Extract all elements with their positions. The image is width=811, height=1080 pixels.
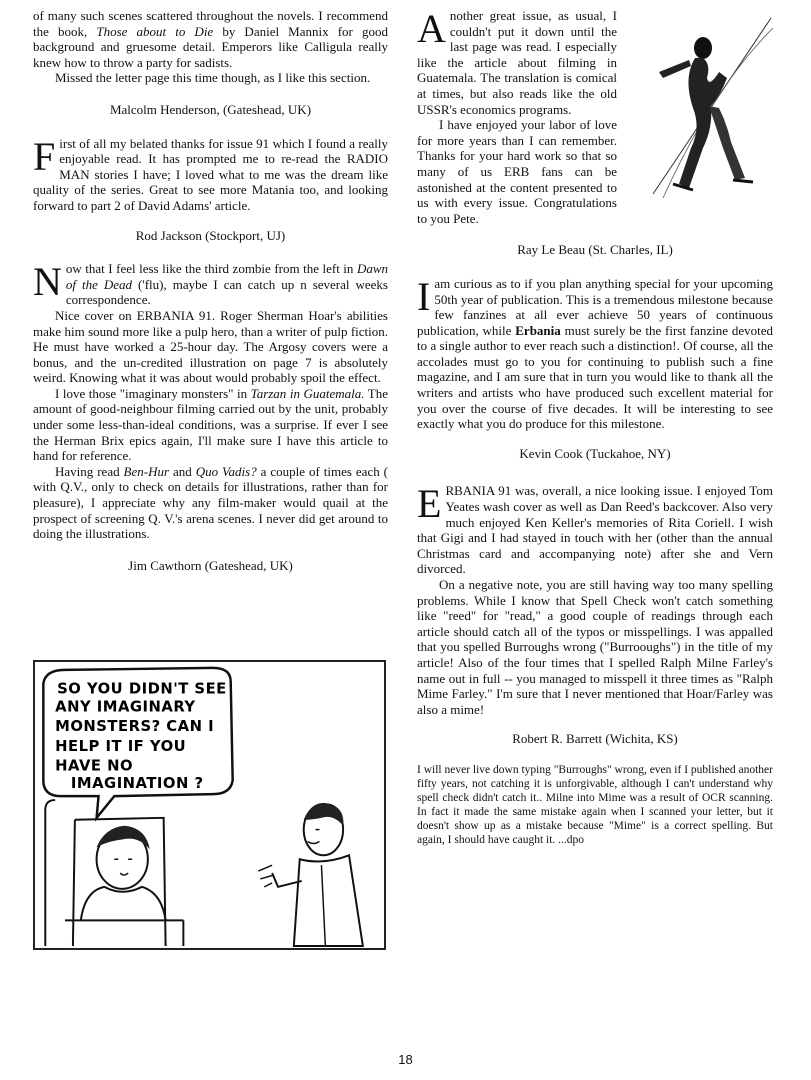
letter-paragraph: Having read Ben-Hur and Quo Vadis? a couple of times each ( with Q.V., only to check on details for illustrations, rather than for pleasure), I appreciate why any film-maker would quail at the prospect of screening Q. V.'s arena scenes. I never did get around to doing the illustrations. (33, 463, 388, 542)
letter-continuation: of many such scenes scattered throughout the novels. I recommend the book, Those about to Die by Daniel Mannix for good background and gruesome detail. Emperors like Calligula really knew how to throw a party for sadists. (33, 8, 388, 70)
drop-cap: F (33, 133, 56, 179)
letter-signature: Ray Le Beau (St. Charles, IL) (517, 242, 673, 258)
letter-paragraph: On a negative note, you are still having way too many spelling problems. While I know that Spell Check won't catch something like "reed" for "read," a good couple of readings through each article should catch all of the typos or misspellings. I was appalled that you spelled Burroughs wrong ("Burrooughs") in the title of my article! Also of the four times that I spelled Ralph Milne Farley's name out in full -- you managed to misspell it three times as "Ralph Mime Farley." I'm sure that I never mentioned that Hoar/Farley was also a mime! (417, 577, 773, 717)
drop-cap: N (33, 259, 62, 305)
letter-signature: Jim Cawthorn (Gateshead, UK) (128, 557, 293, 573)
letter-robert-barrett: ERBANIA 91 was, overall, a nice looking issue. I enjoyed Tom Yeates wash cover as well as Dan Reed's backcover. Also very much enjoyed Ken Keller's memories of Rita Coriell. I wish that Gigi and I had stayed in touch with her (other than the annual Christmas card and accompanying note) after she and Vern divorced. (417, 481, 773, 577)
letter-signature: Rod Jackson (Stockport, UJ) (135, 227, 286, 243)
right-column (417, 8, 773, 847)
speech-line: SO YOU DIDN'T SEE (57, 680, 227, 698)
letter-rod-jackson: First of all my belated thanks for issue 91 which I found a really enjoyable read. It has prompted me to re-read the RADIO MAN stories I have; I loved what to me was the dream like quality of the series. Great to see more Matania too, and looking forward to part 2 of David Adams' article. (33, 133, 388, 213)
letter-signature: Kevin Cook (Tuckahoe, NY) (519, 445, 671, 461)
editor-reply: I will never live down typing "Burroughs" wrong, even if I published another fifty years, not catching it is unforgivable, although I can't understand why spell check didn't catch it.. Milne into Mime was a result of OCR scanning. In fact it made the same mistake again when I scanned your letter, but it doesn't show up as a mistake because "Mime" is a correct spelling. But again, I should have caught it. ...dpo (417, 763, 773, 846)
speech-line: ANY IMAGINARY (55, 698, 196, 716)
page-number: 18 (398, 1052, 413, 1067)
letter-paragraph: I love those "imaginary monsters" in Tarzan in Guatemala. The amount of good-neighbour filming carried out by the unit, probably under some less-than-ideal conditions, was a surprise. If ever I see the Herman Brix epics again, I'll make sure I have this article to hand for reference. (33, 385, 388, 464)
letter-paragraph: Nice cover on ERBANIA 91. Roger Sherman Hoar's abilities make him sound more like a pulp hero, than a writer of pulp fiction. He must have worked a 25-hour day. The Argosy covers were a bonus, and the un-credited illustration on page 7 is absolutely weird. Knowing what it was about would probably spoil the effect. (33, 307, 388, 386)
drop-cap: I (417, 273, 431, 319)
speech-line: MONSTERS? CAN I (55, 718, 215, 736)
cartoon-illustration (33, 660, 386, 950)
drop-cap: E (417, 481, 442, 527)
drop-cap: A (417, 6, 446, 51)
letter-kevin-cook: Iam curious as to if you plan anything special for your upcoming 50th year of publication. This is a tremendous milestone because few fanzines at all ever achieve 50 years of continuous publication, while Erbania must surely be the first fanzine devoted to a single author to ever reach such a distinction!. Of course, all the accolades must go to you for continuing to publish such a fine magazine, and I am sure that in turn you would like to thank all the writers and artists who have produced such excellent material for you over the course of five decades. It will be interesting to see exactly what you do produce for this milestone. (417, 273, 773, 432)
figure-sketch (623, 8, 783, 206)
speech-line: HAVE NO (55, 757, 134, 775)
letter-jim-cawthorn: Now that I feel less like the third zombie from the left in Dawn of the Dead ('flu), maybe I can catch up n several weeks correspondence. (33, 259, 388, 308)
letter-paragraph: Missed the letter page this time though, as I like this section. (55, 70, 371, 86)
letter-signature: Robert R. Barrett (Wichita, KS) (512, 731, 678, 747)
speech-line: HELP IT IF YOU (55, 737, 187, 755)
letter-signature: Malcolm Henderson, (Gateshead, UK) (109, 101, 312, 117)
speech-line: IMAGINATION ? (70, 775, 204, 793)
letter-ray-lebeau: Another great issue, as usual, I couldn't put it down until the last page was read. I especially like the article about filming in Guatemala. The translation is comical at times, but also reads like the old USSR's economics programs. (417, 6, 617, 117)
left-column (33, 8, 388, 587)
letter-paragraph: I have enjoyed your labor of love for more years than I can remember. Thanks for your hard work so that so many of us ERB fans can be astonished at the content presented to us with every issue. Congratulations to you Pete. (417, 117, 617, 226)
